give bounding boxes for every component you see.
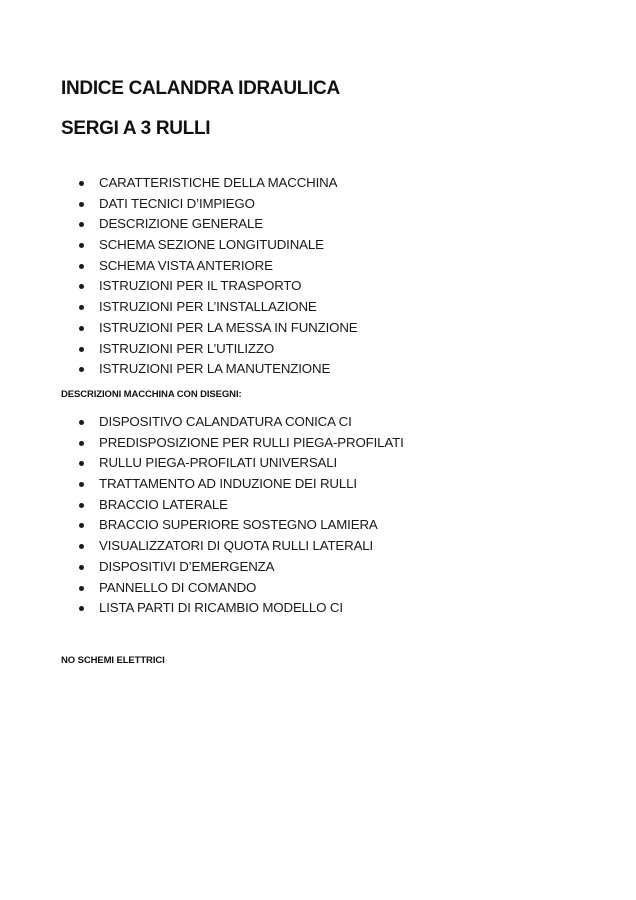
bullet-icon (79, 420, 84, 425)
bullet-icon (79, 181, 84, 186)
bullet-icon (79, 441, 84, 446)
bullet-icon (79, 565, 84, 570)
bullet-icon (79, 586, 84, 591)
bullet-icon (79, 347, 84, 352)
bullet-icon (79, 326, 84, 331)
document-page: INDICE CALANDRA IDRAULICA SERGI A 3 RULLI CARATTERISTICHE DELLA MACCHINA DATI TECNICI D’IMPIEGO DESCRIZIONE GENERALE SCHEMA SEZIONE LONGITUDINALE SCHEMA VISTA ANTERIORE ISTRUZIONI PER IL TRASPORTO ISTRUZIONI PER L’INSTALLAZIONE ISTRUZIONI PER LA MESSA IN FUNZIONE ISTRUZIONI PER L’UTILIZZO ISTRUZIONI PER LA MANUTENZIONE DESCRIZIONI MACCHINA CON DISEGNI: DISPOSITIVO CALANDATURA CONICA CI PREDISPOSIZIONE PER RULLI PIEGA-PROFILATI RULLU PIEGA-PROFILATI UNIVERSALI TRATTAMENTO AD INDUZIONE DEI RULLI BRACCIO LATERALE BRACCIO SUPERIORE SOSTEGNO LAMIERA VISUALIZZATORI DI QUOTA RULLI LATERALI DISPOSITIVI D’EMERGENZA PANNELLO DI COMANDO LISTA PARTI DI RICAMBIO MODELLO CI NO SCHEMI ELETTRICI (0, 0, 636, 900)
bullet-icon (79, 264, 84, 269)
bullet-icon (79, 523, 84, 528)
bullet-icon (79, 606, 84, 611)
footer-note: NO SCHEMI ELETTRICI (61, 655, 165, 666)
bullet-icon (79, 482, 84, 487)
document-subtitle: SERGI A 3 RULLI (61, 118, 211, 139)
bullet-icon (79, 202, 84, 207)
bullet-icon (79, 222, 84, 227)
bullet-icon (79, 503, 84, 508)
bullet-icon (79, 284, 84, 289)
bullet-icon (79, 305, 84, 310)
document-title: INDICE CALANDRA IDRAULICA (61, 78, 340, 99)
bullet-icon (79, 544, 84, 549)
drawings-section-heading: DESCRIZIONI MACCHINA CON DISEGNI: (61, 389, 242, 400)
bullet-icon (79, 367, 84, 372)
bullet-icon (79, 461, 84, 466)
bullet-icon (79, 243, 84, 248)
